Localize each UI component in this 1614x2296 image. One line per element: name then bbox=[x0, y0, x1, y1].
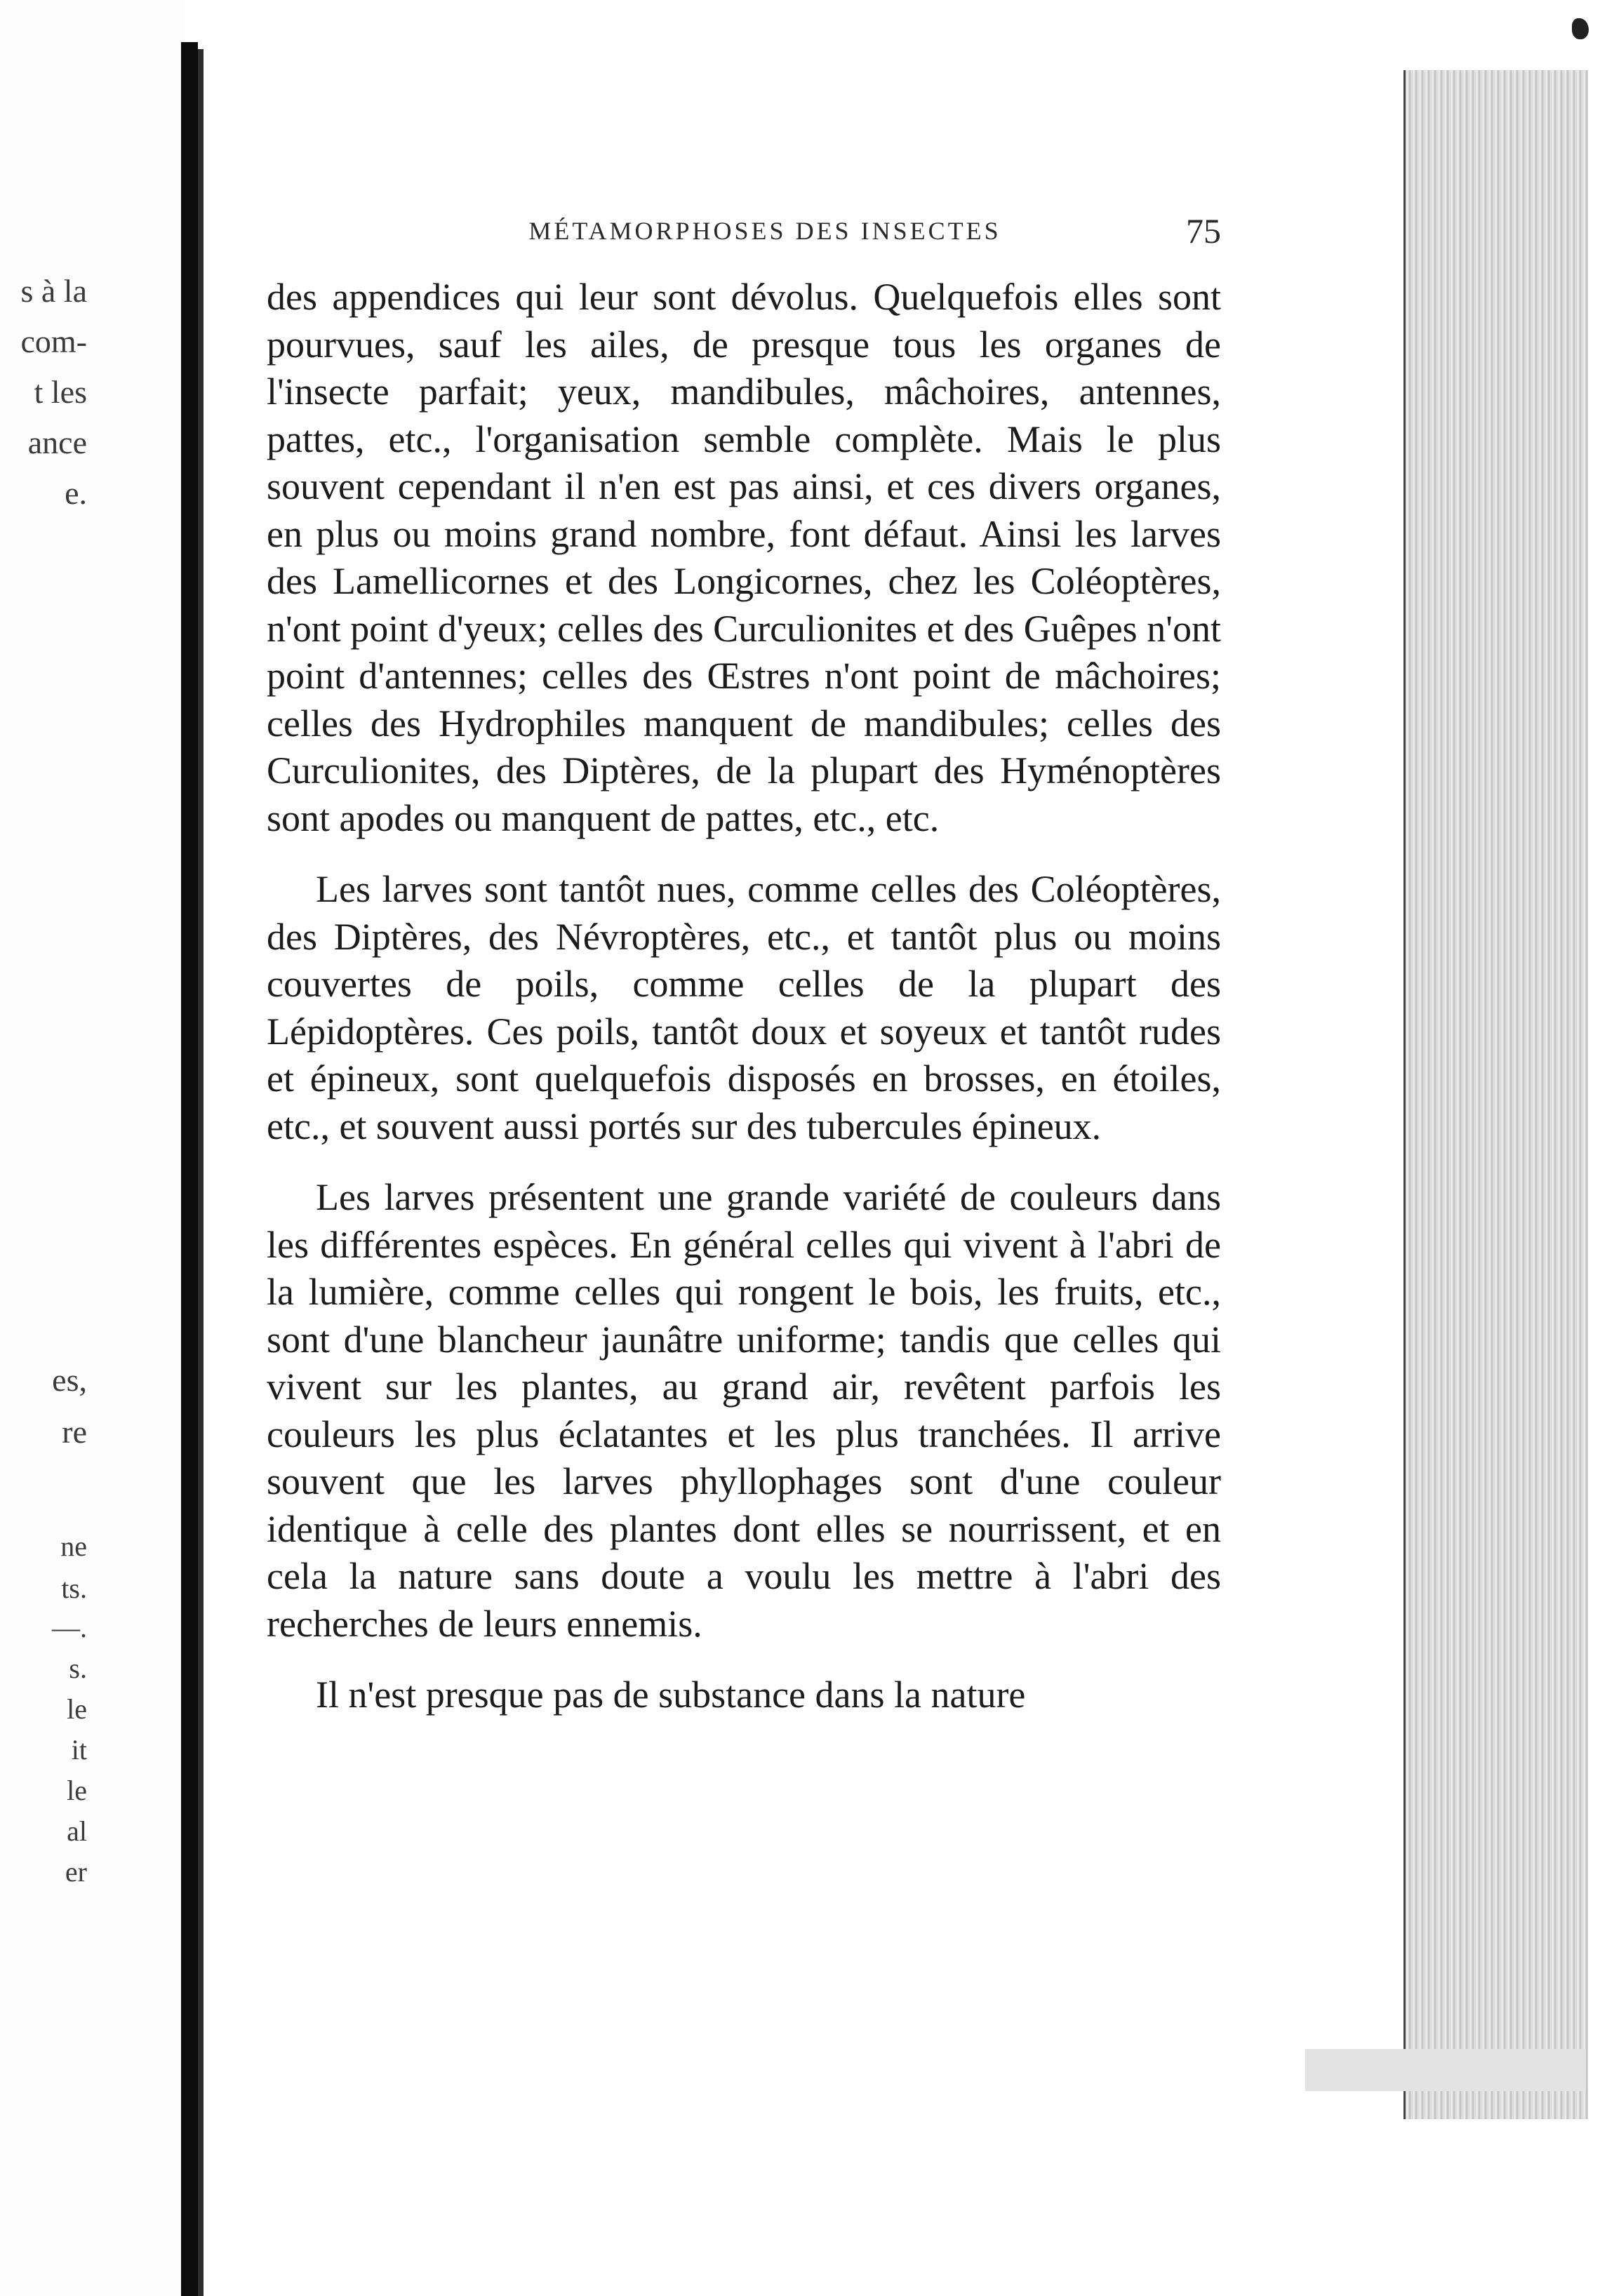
page-stack-edge bbox=[1403, 70, 1588, 2119]
paragraph: Il n'est presque pas de substance dans la nature bbox=[316, 1674, 1026, 1716]
previous-page-fragment: t les bbox=[34, 374, 87, 410]
previous-page-fragment: es, bbox=[52, 1362, 87, 1398]
previous-page-fragment: le bbox=[67, 1775, 87, 1806]
page-edge bbox=[198, 49, 204, 2296]
previous-page-fragment: re bbox=[62, 1414, 87, 1450]
previous-page-sliver bbox=[0, 0, 184, 2296]
previous-page-text-fragments bbox=[0, 0, 184, 2296]
book-spine-gutter bbox=[181, 42, 198, 2296]
scan-corner-mark bbox=[1572, 18, 1589, 39]
body-text bbox=[267, 274, 1221, 1719]
previous-page-fragment: ance bbox=[27, 425, 87, 460]
paragraph: Les larves présentent une grande variété de couleurs dans les différentes espèces. En général celles qui vivent à l'abri de la lumière, comme celles qui rongent le bois, les fruits, etc., sont d'une blancheur jaunâtre uniforme; tandis que celles qui vivent sur les plantes, au grand air, revêtent parfois les couleurs les plus éclatantes et les plus tranchées. Il arrive souvent que les larves phyllophages sont d'une couleur identique à celle des plantes dont elles se nourrissent, et en cela la nature sans doute a voulu les mettre à l'abri des recherches de leurs ennemis. bbox=[267, 1176, 1221, 1645]
previous-page-fragment: er bbox=[65, 1856, 87, 1888]
previous-page-fragment: ts. bbox=[61, 1573, 87, 1604]
running-title: MÉTAMORPHOSES DES INSECTES bbox=[528, 217, 1001, 245]
previous-page-fragment: com- bbox=[20, 323, 87, 359]
previous-page-fragment: —. bbox=[52, 1612, 87, 1643]
page-number: 75 bbox=[1186, 211, 1221, 251]
previous-page-fragment: al bbox=[67, 1815, 87, 1847]
previous-page-fragment: s. bbox=[69, 1653, 87, 1684]
paragraph: Les larves sont tantôt nues, comme celles des Coléoptères, des Diptères, des Névroptères, etc., et tantôt plus ou moins couvertes de poils, comme celles de la plupart des Lépidoptères. Ces poils, tantôt doux et soyeux et tantôt rudes et épineux, sont quelquefois disposés en brosses, en étoiles, etc., et souvent aussi portés sur des tubercules épineux. bbox=[267, 868, 1221, 1147]
page-stack-bottom bbox=[1305, 2049, 1586, 2091]
previous-page-fragment: ne bbox=[60, 1530, 87, 1562]
paragraph: des appendices qui leur sont dévolus. Quelquefois elles sont pourvues, sauf les ailes, de presque tous les organes de l'insecte parfait; yeux, mandibules, mâchoires, antennes, pattes, etc., l'organisation semble complète. Mais le plus souvent cependant il n'en est pas ainsi, et ces divers organes, en plus ou moins grand nombre, font défaut. Ainsi les larves des Lamellicornes et des Longicornes, chez les Coléoptères, n'ont point d'yeux; celles des Curculionites et des Guêpes n'ont point d'antennes; celles des Œstres n'ont point de mâchoires; celles des Hydrophiles manquent de mandibules; celles des Curculionites, des Diptères, de la plupart des Hyménoptères sont apodes ou manquent de pattes, etc., etc. bbox=[267, 276, 1221, 839]
previous-page-fragment: e. bbox=[65, 475, 87, 511]
previous-page-fragment: s à la bbox=[20, 273, 87, 309]
previous-page-fragment: it bbox=[71, 1734, 87, 1766]
previous-page-fragment: le bbox=[67, 1693, 87, 1725]
